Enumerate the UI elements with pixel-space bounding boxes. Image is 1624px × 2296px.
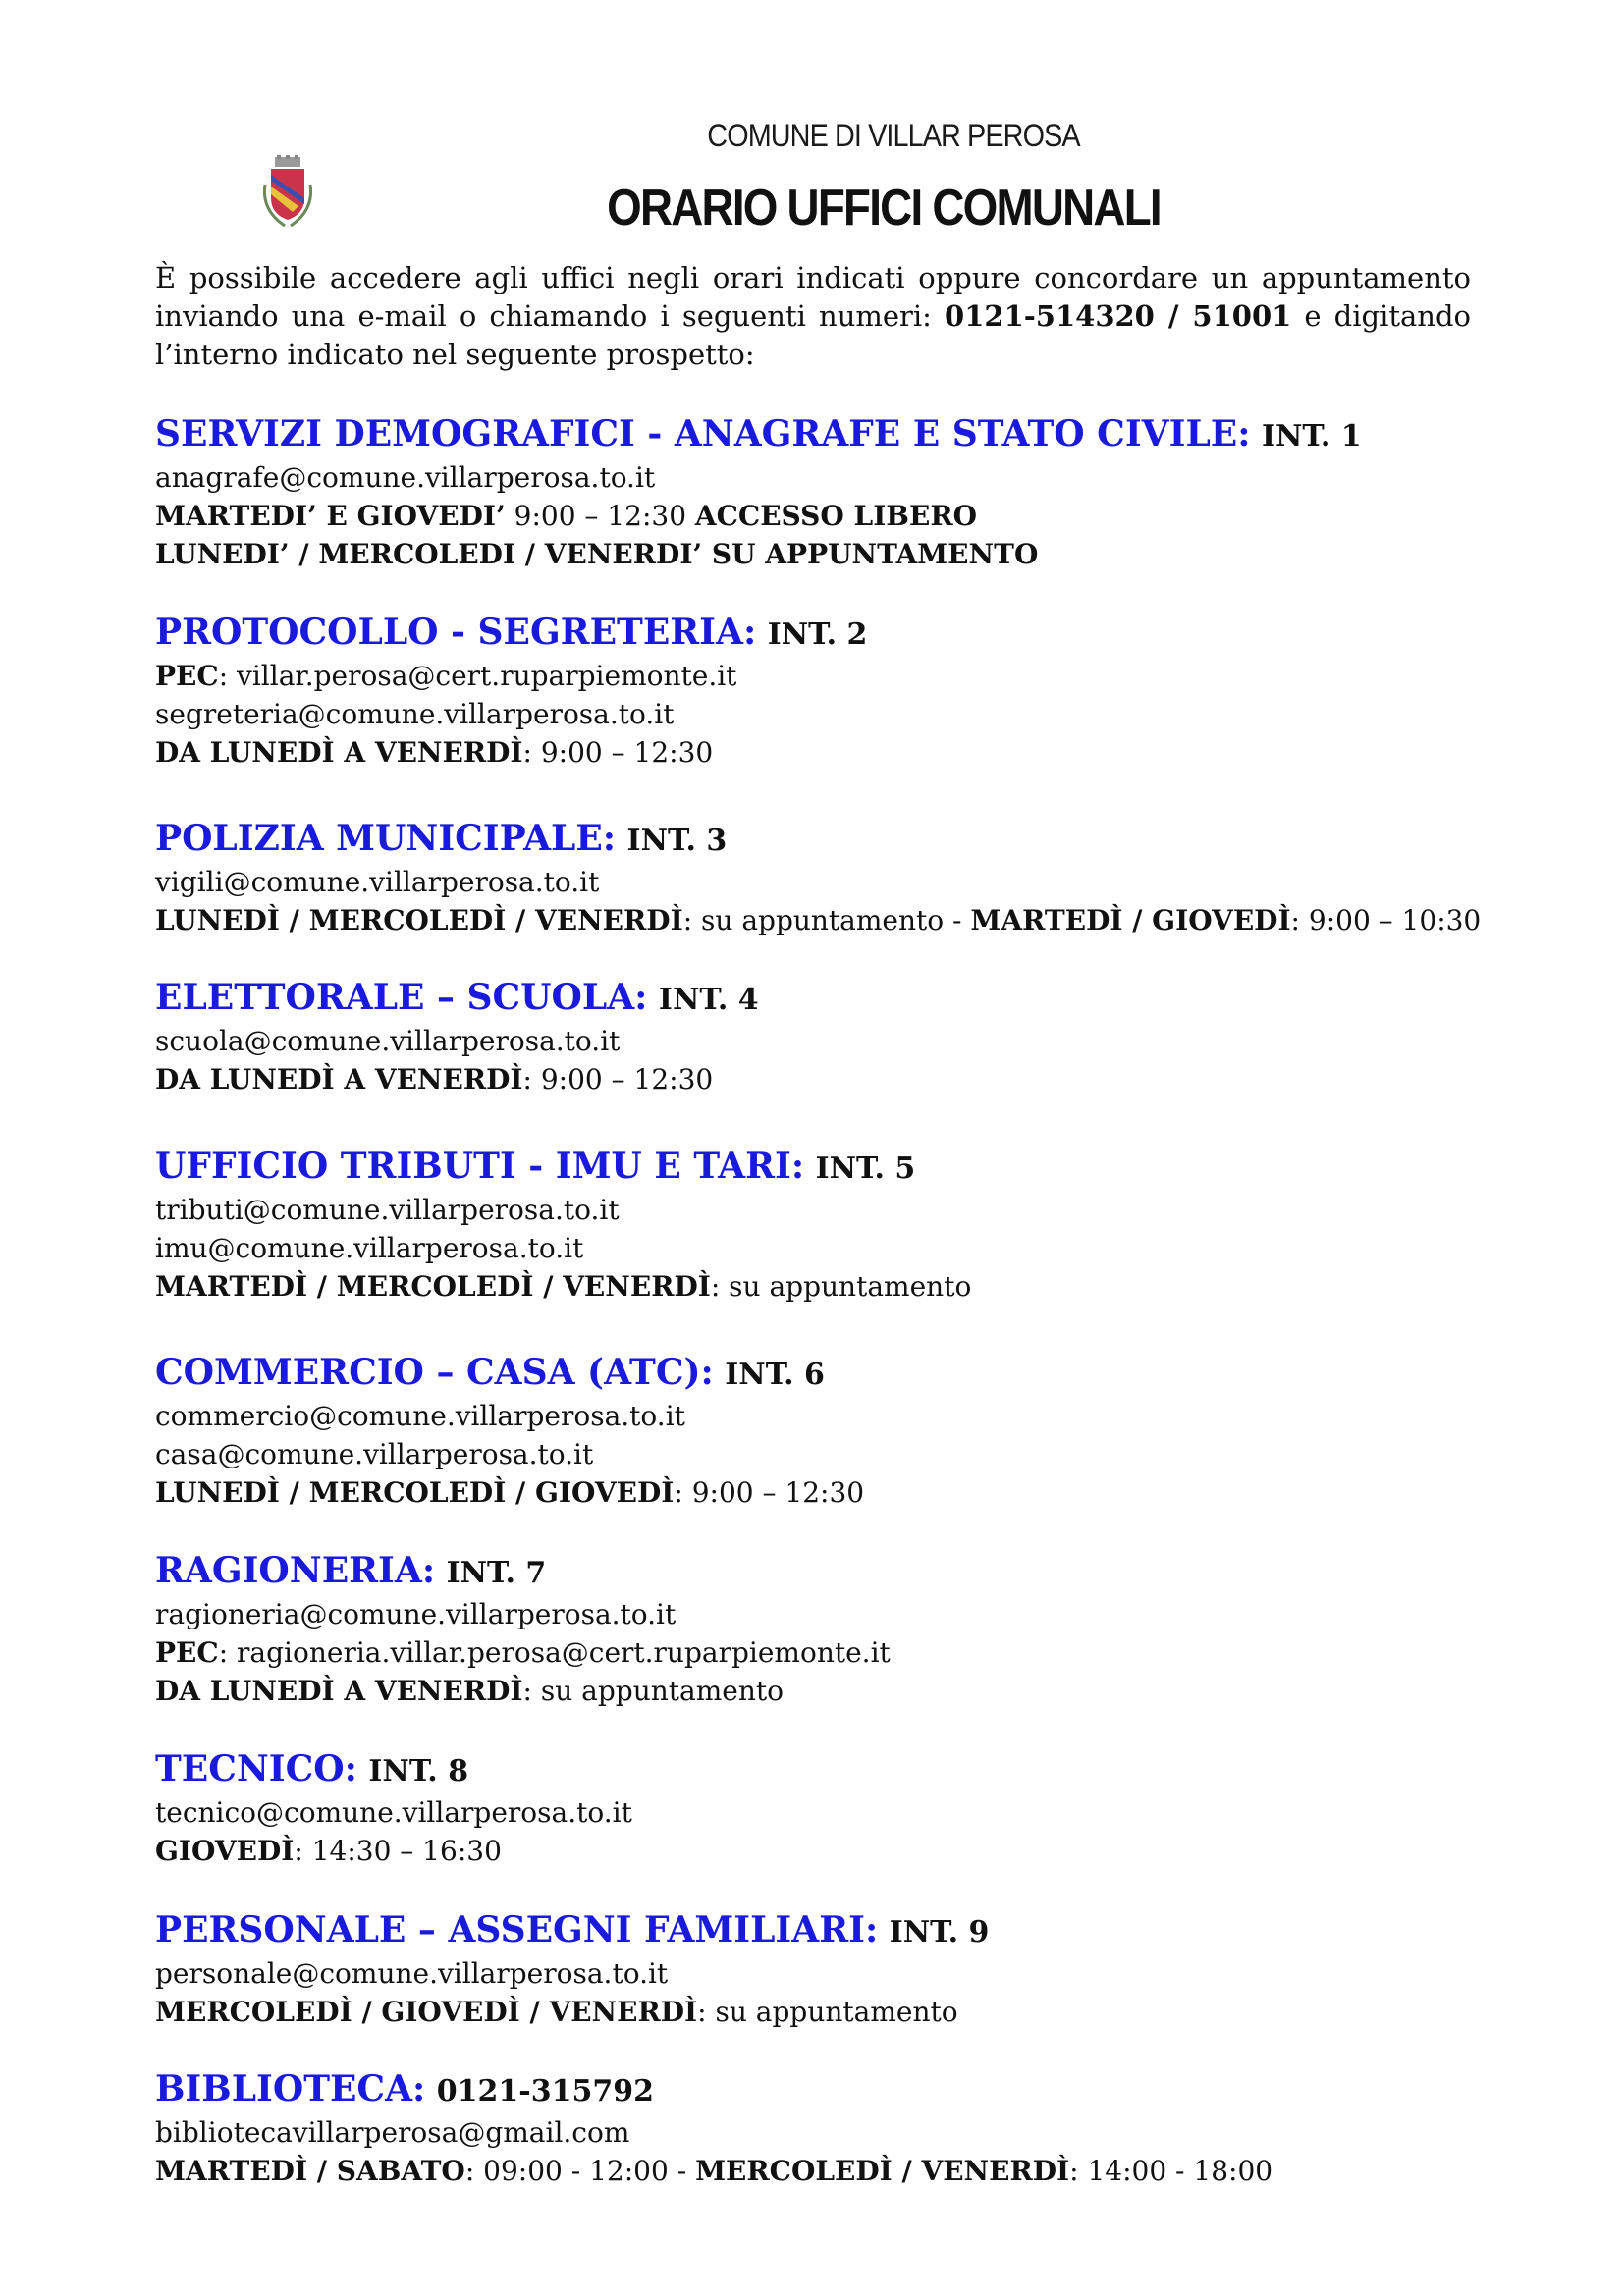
section-email-secondary[interactable]: imu@comune.villarperosa.to.it [155,1232,584,1264]
section-extension: INT. 1 [1261,419,1362,454]
section-hours: LUNEDÌ / MERCOLEDÌ / GIOVEDÌ: 9:00 – 12:30 [155,1476,865,1509]
header-comune-name: COMUNE DI VILLAR PEROSA [707,118,1080,153]
section-title: BIBLIOTECA: [155,2068,426,2109]
section-commercio-casa [155,1351,1530,1512]
section-ragioneria [155,1549,1530,1710]
section-extension: INT. 4 [658,983,759,1017]
section-email[interactable]: segreteria@comune.villarperosa.to.it [155,698,675,730]
section-extension: INT. 5 [815,1151,916,1186]
section-extension: INT. 9 [889,1915,990,1949]
section-title: COMMERCIO – CASA (ATC): [155,1352,714,1393]
section-title: RAGIONERIA: [155,1550,436,1591]
section-title: PERSONALE – ASSEGNI FAMILIARI: [155,1909,879,1950]
section-phone: 0121-315792 [436,2074,654,2109]
section-title: TECNICO: [155,1748,357,1789]
section-email[interactable]: vigili@comune.villarperosa.to.it [155,866,600,898]
section-extension: INT. 2 [767,617,868,652]
section-tecnico [155,1747,1530,1870]
section-hours: MARTEDI’ E GIOVEDI’ 9:00 – 12:30 ACCESSO LIBERO [155,500,977,532]
section-title: PROTOCOLLO - SEGRETERIA: [155,612,757,653]
section-personale [155,1908,1530,2031]
section-extension: INT. 8 [368,1754,469,1789]
section-extension: INT. 7 [446,1556,547,1590]
intro-phone-numbers: 0121-514320 / 51001 [945,299,1292,333]
section-email[interactable]: commercio@comune.villarperosa.to.it [155,1400,685,1432]
section-email-secondary[interactable]: casa@comune.villarperosa.to.it [155,1438,594,1470]
section-pec[interactable]: PEC: villar.perosa@cert.ruparpiemonte.it [155,660,737,692]
section-hours: GIOVEDÌ: 14:30 – 16:30 [155,1835,502,1867]
page-title: ORARIO UFFICI COMUNALI [607,180,1161,237]
section-title: SERVIZI DEMOGRAFICI - ANAGRAFE E STATO CIVILE: [155,413,1251,454]
section-hours: MARTEDÌ / SABATO: 09:00 - 12:00 - MERCOLEDÌ / VENERDÌ: 14:00 - 18:00 [155,2155,1273,2187]
section-servizi-demografici [155,412,1530,573]
section-extension: INT. 3 [626,824,728,858]
section-title: POLIZIA MUNICIPALE: [155,818,617,859]
section-hours: LUNEDÌ / MERCOLEDÌ / VENERDÌ: su appuntamento - MARTEDÌ / GIOVEDÌ: 9:00 – 10:30 [155,904,1482,936]
section-email[interactable]: anagrafe@comune.villarperosa.to.it [155,461,656,494]
section-hours: DA LUNEDÌ A VENERDÌ: 9:00 – 12:30 [155,1063,714,1095]
section-email[interactable]: bibliotecavillarperosa@gmail.com [155,2116,630,2149]
section-extension: INT. 6 [725,1358,825,1392]
intro-paragraph [155,259,1471,374]
section-hours-appointment: LUNEDI’ / MERCOLEDI / VENERDI’ SU APPUNTAMENTO [155,538,1039,570]
section-pec[interactable]: PEC: ragioneria.villar.perosa@cert.ruparpiemonte.it [155,1636,891,1669]
section-title: ELETTORALE – SCUOLA: [155,977,648,1018]
section-ufficio-tributi [155,1145,1530,1306]
section-title: UFFICIO TRIBUTI - IMU E TARI: [155,1146,805,1187]
section-email[interactable]: tecnico@comune.villarperosa.to.it [155,1796,632,1829]
intro-text-after: e digitando l’interno indicato nel seguente prospetto: [155,299,1471,371]
section-biblioteca [155,2067,1530,2190]
section-protocollo-segreteria [155,611,1530,772]
section-email[interactable]: scuola@comune.villarperosa.to.it [155,1025,621,1057]
section-hours: MARTEDÌ / MERCOLEDÌ / VENERDÌ: su appuntamento [155,1270,972,1303]
section-email[interactable]: personale@comune.villarperosa.to.it [155,1957,669,1990]
section-hours: DA LUNEDÌ A VENERDÌ: su appuntamento [155,1675,784,1707]
section-email[interactable]: tributi@comune.villarperosa.to.it [155,1194,620,1226]
section-email[interactable]: ragioneria@comune.villarperosa.to.it [155,1598,677,1630]
section-elettorale-scuola [155,976,1530,1098]
section-polizia-municipale [155,817,1530,939]
section-hours: MERCOLEDÌ / GIOVEDÌ / VENERDÌ: su appuntamento [155,1996,958,2028]
section-hours: DA LUNEDÌ A VENERDÌ: 9:00 – 12:30 [155,736,714,769]
intro-text-before: È possibile accedere agli uffici negli orari indicati oppure concordare un appuntamento inviando una e-mail o chiamando i seguenti numeri: [155,261,1471,333]
